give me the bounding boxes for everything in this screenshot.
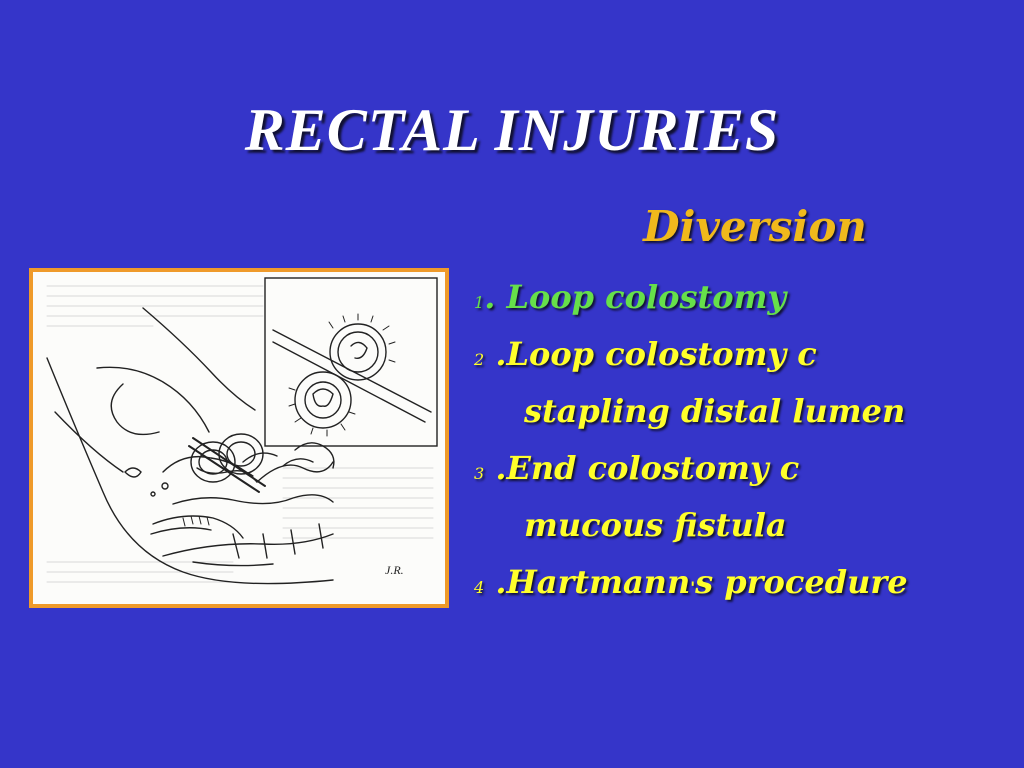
list-item-1 — [474, 276, 1019, 333]
surgical-illustration — [29, 268, 449, 608]
illustration-signature: J.R. — [385, 563, 404, 577]
list-number: 2 — [474, 350, 485, 369]
list-number: 1 — [474, 293, 485, 312]
list-item-4 — [474, 561, 1019, 618]
apostrophe: ' — [690, 578, 696, 597]
list-number: 4 — [474, 578, 485, 597]
slide-subtitle: Diversion — [643, 202, 867, 251]
colostomy-drawing — [33, 272, 445, 604]
list-item-text: .Hartmann — [484, 563, 691, 601]
diversion-list — [474, 276, 1019, 618]
list-item-3-continuation: mucous fistula — [524, 506, 787, 544]
list-item-text-end: s procedure — [695, 563, 908, 601]
list-item-text: .Loop colostomy c — [484, 335, 817, 373]
list-item-2 — [474, 333, 1019, 390]
list-item-text: . Loop colostomy — [484, 278, 787, 316]
list-item-3 — [474, 447, 1019, 504]
list-item-2-continuation: stapling distal lumen — [524, 392, 906, 430]
slide-title: RECTAL INJURIES — [244, 97, 780, 163]
list-item-text: .End colostomy c — [484, 449, 800, 487]
list-number: 3 — [474, 464, 485, 483]
